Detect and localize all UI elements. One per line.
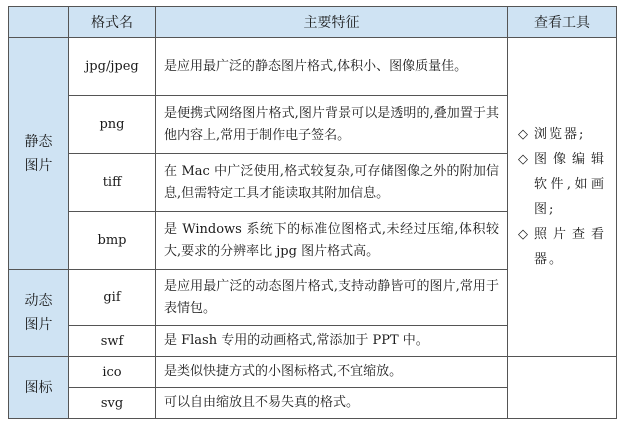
- tool-item: [518, 147, 606, 222]
- tool-text: 照片查看器。: [534, 227, 606, 267]
- feature-cell: 是应用最广泛的静态图片格式,体积小、图像质量佳。: [156, 38, 508, 96]
- feature-cell: 是类似快捷方式的小图标格式,不宜缩放。: [156, 357, 508, 388]
- category-icon: [9, 357, 69, 419]
- empty-tools-cell: [508, 357, 617, 419]
- tool-item: [518, 122, 606, 147]
- header-format-name: 格式名: [69, 7, 156, 38]
- header-viewing-tools: 查看工具: [508, 7, 617, 38]
- category-label: 静态 图片: [24, 133, 53, 174]
- diamond-bullet-icon: ◇: [518, 152, 528, 167]
- format-name-cell: tiff: [69, 154, 156, 212]
- format-name-cell: jpg/jpeg: [69, 38, 156, 96]
- header-main-features: 主要特征: [156, 7, 508, 38]
- format-name-cell: swf: [69, 326, 156, 357]
- table-row: [9, 38, 617, 96]
- format-name-cell: bmp: [69, 212, 156, 270]
- format-name-cell: svg: [69, 388, 156, 419]
- feature-cell: 可以自由缩放且不易失真的格式。: [156, 388, 508, 419]
- format-name-cell: gif: [69, 270, 156, 326]
- viewing-tools-cell: [508, 38, 617, 357]
- feature-cell: 是便携式网络图片格式,图片背景可以是透明的,叠加置于其他内容上,常用于制作电子签名。: [156, 96, 508, 154]
- header-row: [9, 7, 617, 38]
- diamond-bullet-icon: ◇: [518, 127, 528, 142]
- feature-cell: 在 Mac 中广泛使用,格式较复杂,可存储图像之外的附加信息,但需特定工具才能读取其附加信息。: [156, 154, 508, 212]
- category-animated-image: [9, 270, 69, 357]
- header-category: [9, 7, 69, 38]
- category-label: 图标: [24, 379, 53, 396]
- feature-cell: 是 Windows 系统下的标准位图格式,未经过压缩,体积较大,要求的分辨率比 jpg 图片格式高。: [156, 212, 508, 270]
- category-label: 动态 图片: [24, 293, 53, 333]
- tool-text: 浏览器;: [534, 127, 586, 142]
- tool-item: [518, 222, 606, 272]
- format-name-cell: ico: [69, 357, 156, 388]
- feature-cell: 是 Flash 专用的动画格式,常添加于 PPT 中。: [156, 326, 508, 357]
- format-name-cell: png: [69, 96, 156, 154]
- category-static-image: [9, 38, 69, 270]
- format-table-container: [8, 6, 616, 419]
- tool-text: 图像编辑软件,如画图;: [534, 152, 606, 217]
- image-format-table: [8, 6, 617, 419]
- table-row: [9, 357, 617, 388]
- feature-cell: 是应用最广泛的动态图片格式,支持动静皆可的图片,常用于表情包。: [156, 270, 508, 326]
- diamond-bullet-icon: ◇: [518, 227, 528, 242]
